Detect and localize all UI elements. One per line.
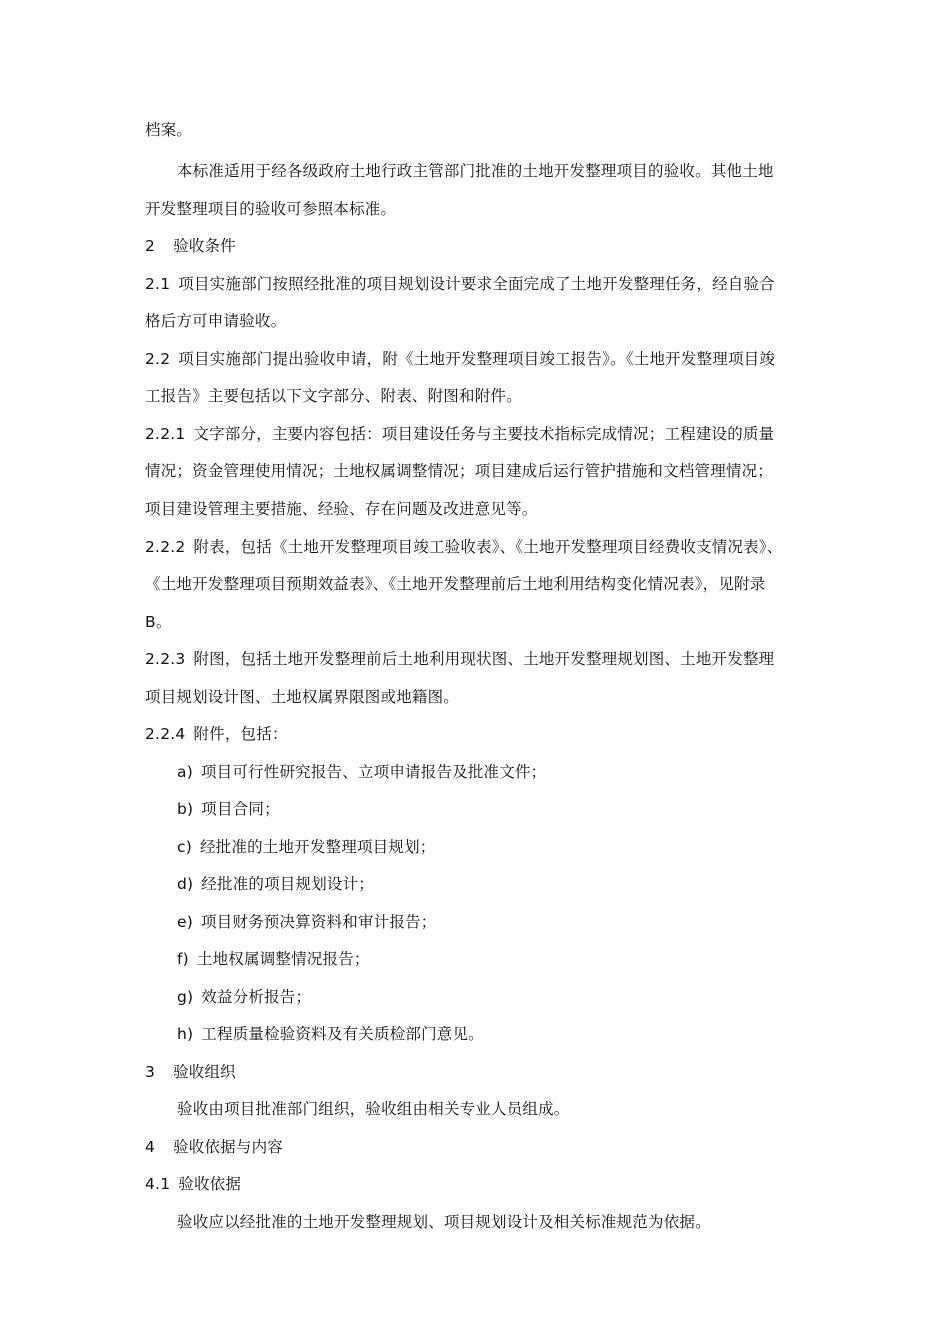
clause-2-2-line-2: 工报告》主要包括以下文字部分、附表、附图和附件。	[145, 387, 522, 405]
clause-number: 2.1	[145, 275, 171, 293]
clause-text: 验收依据	[178, 1175, 242, 1193]
section-number: 3	[145, 1063, 156, 1081]
clause-text: 附表，包括《土地开发整理项目竣工验收表》、《土地开发整理项目经费收支情况表》、	[193, 538, 783, 556]
clause-4-1-heading	[145, 1174, 241, 1194]
clause-2-2-4	[145, 724, 288, 744]
list-text: 土地权属调整情况报告；	[196, 950, 370, 968]
clause-text: 附图，包括土地开发整理前后土地利用现状图、土地开发整理规划图、土地开发整理	[193, 650, 775, 668]
list-item-h	[177, 1024, 484, 1044]
list-text: 项目可行性研究报告、立项申请报告及批准文件；	[200, 763, 547, 781]
clause-2-2-1-line-2: 情况；资金管理使用情况；土地权属调整情况；项目建成后运行管护措施和文档管理情况；	[145, 462, 774, 480]
clause-number: 2.2.3	[145, 650, 186, 668]
scope-paragraph-line-2: 开发整理项目的验收可参照本标准。	[145, 200, 397, 218]
list-marker: f)	[177, 950, 189, 968]
list-item-b	[177, 799, 280, 819]
list-text: 工程质量检验资料及有关质检部门意见。	[201, 1025, 484, 1043]
list-marker: a)	[177, 763, 193, 781]
clause-2-2-1-line-3: 项目建设管理主要措施、经验、存在问题及改进意见等。	[145, 500, 538, 518]
list-text: 项目财务预决算资料和审计报告；	[200, 913, 437, 931]
section-2-heading	[145, 236, 236, 256]
clause-2-2-2-line-1	[145, 537, 783, 557]
list-marker: c)	[177, 838, 192, 856]
list-item-c	[177, 837, 436, 857]
list-marker: h)	[177, 1025, 194, 1043]
clause-2-2-1-line-1	[145, 424, 774, 444]
clause-text: 附件，包括：	[193, 725, 288, 743]
section-title: 验收条件	[173, 237, 236, 255]
clause-number: 4.1	[145, 1175, 171, 1193]
clause-number: 2.2.1	[145, 425, 186, 443]
list-text: 项目合同；	[201, 800, 280, 818]
section-title: 验收依据与内容	[173, 1138, 283, 1156]
clause-2-1-line-1	[145, 274, 775, 294]
clause-number: 2.2.2	[145, 538, 186, 556]
clause-2-2-3-line-1	[145, 649, 774, 669]
list-marker: g)	[177, 988, 194, 1006]
list-text: 经批准的项目规划设计；	[201, 875, 374, 893]
list-item-d	[177, 874, 374, 894]
clause-2-2-2-line-2: 《土地开发整理项目预期效益表》、《土地开发整理前后土地利用结构变化情况表》，见附录	[145, 575, 766, 593]
clause-number: 2.2.4	[145, 725, 186, 743]
list-item-g	[177, 987, 311, 1007]
clause-2-2-3-line-2: 项目规划设计图、土地权属界限图或地籍图。	[145, 688, 460, 706]
section-title: 验收组织	[173, 1063, 236, 1081]
list-item-e	[177, 912, 437, 932]
clause-text: 项目实施部门提出验收申请，附《土地开发整理项目竣工报告》。《土地开发整理项目竣	[178, 350, 776, 368]
clause-number: 2.2	[145, 350, 171, 368]
list-item-f	[177, 949, 370, 969]
clause-4-1-paragraph: 验收应以经批准的土地开发整理规划、项目规划设计及相关标准规范为依据。	[177, 1213, 711, 1231]
list-text: 效益分析报告；	[201, 988, 312, 1006]
list-marker: b)	[177, 800, 194, 818]
list-marker: e)	[177, 913, 193, 931]
scope-paragraph-line-1: 本标准适用于经各级政府土地行政主管部门批准的土地开发整理项目的验收。其他土地	[177, 162, 774, 180]
list-marker: d)	[177, 875, 194, 893]
clause-2-1-line-2: 格后方可申请验收。	[145, 312, 287, 330]
paragraph-continuation: 档案。	[145, 121, 193, 139]
list-item-a	[177, 762, 546, 782]
clause-text: 项目实施部门按照经批准的项目规划设计要求全面完成了土地开发整理任务，经自验合	[178, 275, 775, 293]
list-text: 经批准的土地开发整理项目规划；	[199, 838, 436, 856]
section-number: 2	[145, 237, 156, 255]
clause-2-2-2-line-3: B。	[145, 613, 172, 631]
section-3-paragraph: 验收由项目批准部门组织，验收组由相关专业人员组成。	[177, 1100, 570, 1118]
section-number: 4	[145, 1138, 156, 1156]
section-3-heading	[145, 1062, 236, 1082]
section-4-heading	[145, 1137, 283, 1157]
clause-text: 文字部分，主要内容包括：项目建设任务与主要技术指标完成情况；工程建设的质量	[193, 425, 775, 443]
clause-2-2-line-1	[145, 349, 775, 369]
